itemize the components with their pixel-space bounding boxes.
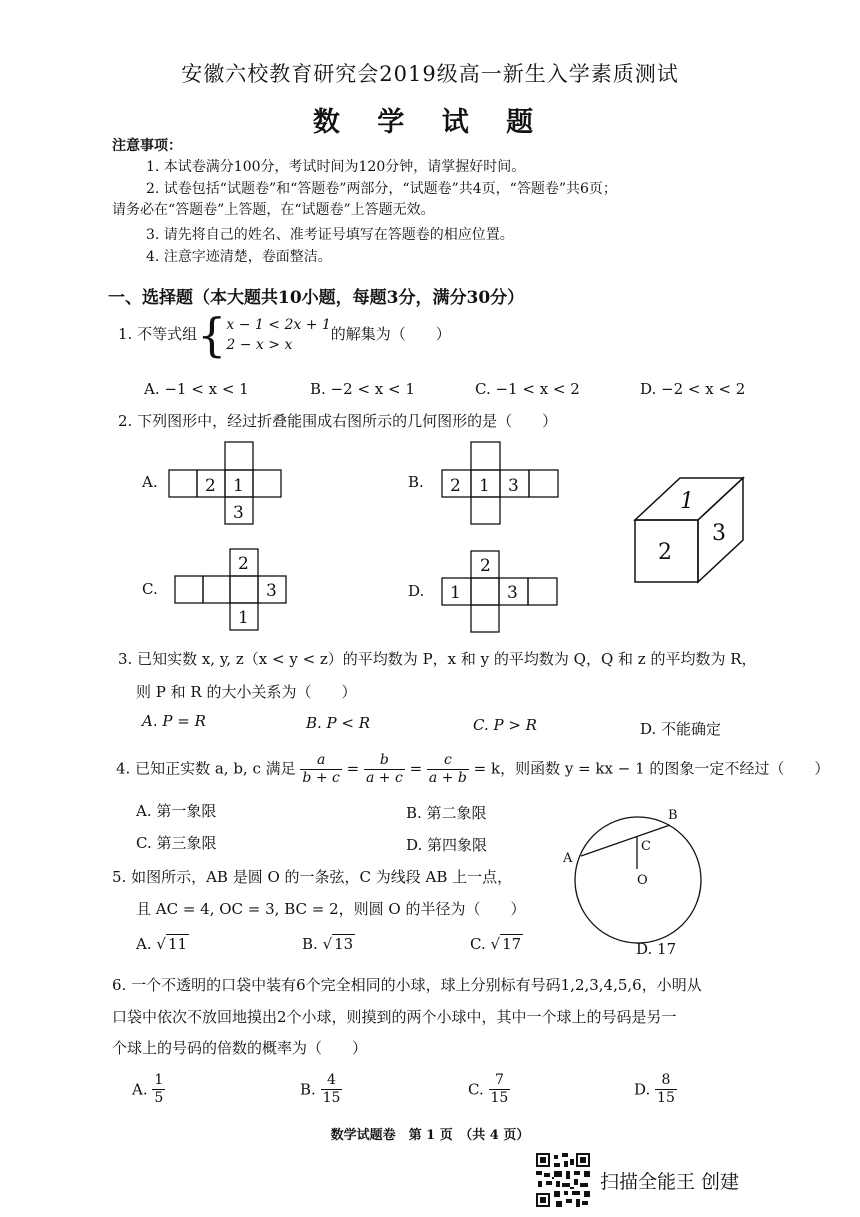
- q5-point-c: C: [641, 839, 651, 854]
- q6-option-b: B. $\frac{4}{15}$: [300, 1072, 341, 1106]
- q2-c-face-1: 1: [238, 608, 249, 628]
- q1-brace: {: [197, 308, 227, 362]
- cube-face-3: 3: [712, 521, 726, 546]
- question-3: 3. 已知实数 x, y, z（x < y < z）的平均数为 P，x 和 y 的平均数为 Q，Q 和 z 的平均数为 R，: [118, 650, 757, 668]
- q3-option-c: C. P > R: [473, 716, 537, 734]
- q5-option-b: B. √ 13: [302, 935, 355, 953]
- q2-label-b: B.: [408, 473, 424, 491]
- note-2-cont: 请务必在“答题卷”上答题，在“试题卷”上答题无效。: [112, 202, 435, 218]
- q2-label-d: D.: [408, 582, 425, 600]
- question-5-cont: 且 AC = 4, OC = 3, BC = 2，则圆 O 的半径为（ ）: [136, 900, 526, 918]
- q2-net-a: [169, 442, 281, 524]
- q2-a-face-3: 3: [233, 503, 244, 523]
- q2-c-face-2: 2: [238, 554, 249, 574]
- q2-b-face-3: 3: [508, 476, 519, 496]
- q5-point-a: A: [563, 851, 573, 866]
- q2-label-a: A.: [142, 473, 158, 491]
- cube-face-1: 1: [680, 489, 694, 514]
- q2-c-face-3: 3: [266, 581, 277, 601]
- notes-heading: 注意事项：: [112, 138, 182, 154]
- q2-a-face-2: 2: [205, 476, 216, 496]
- q1-option-b: B. −2 < x < 1: [310, 380, 415, 398]
- q4-frac-2: $\frac{b}{a + c}$: [365, 752, 403, 786]
- q2-d-face-1: 1: [450, 583, 461, 603]
- q1-ineq-1: x − 1 < 2x + 1: [226, 317, 331, 333]
- q4-frac-3: $\frac{c}{a + b}$: [428, 752, 467, 786]
- q6-option-d: D. $\frac{8}{15}$: [634, 1072, 675, 1106]
- scanner-watermark: 扫描全能王 创建: [600, 1171, 740, 1193]
- qr-code-icon: [536, 1153, 590, 1207]
- q1-prefix: 1. 不等式组: [118, 325, 198, 343]
- exam-school-title: 安徽六校教育研究会2019级高一新生入学素质测试: [181, 62, 679, 86]
- q4-option-d: D. 第四象限: [406, 836, 488, 854]
- q4-option-b: B. 第二象限: [406, 804, 487, 822]
- note-4: 4. 注意字迹清楚，卷面整洁。: [146, 249, 332, 265]
- question-6-cont-1: 口袋中依次不放回地摸出2个小球，则摸到的两个小球中，其中一个球上的号码是另一: [112, 1008, 677, 1026]
- q4-frac-1: $\frac{a}{b + c}$: [302, 752, 340, 786]
- q2-label-c: C.: [142, 580, 158, 598]
- q3-option-b: B. P < R: [306, 714, 371, 732]
- page-footer: 数学试题卷 第 1 页 （共 4 页）: [330, 1128, 530, 1143]
- q6-option-a: A. $\frac{1}{5}$: [132, 1072, 164, 1106]
- q2-b-face-2: 2: [450, 476, 461, 496]
- cube-face-2: 2: [658, 540, 672, 565]
- question-4: 4. 已知正实数 a, b, c 满足 $\frac{a}{b + c}$ = $\frac{b}{a + c}$ = $\frac{c}{a + b}$ = k，则函数 y = kx − 1 的图象一定不经过（ ）: [116, 752, 830, 786]
- note-3: 3. 请先将自己的姓名、准考证号填写在答题卷的相应位置。: [146, 227, 514, 243]
- q4-suffix: = k，则函数 y = kx − 1 的图象一定不经过（ ）: [473, 759, 830, 778]
- q2-d-face-2: 2: [480, 556, 491, 576]
- q5-option-d: D. 17: [636, 940, 677, 958]
- q5-point-b: B: [668, 808, 678, 823]
- q4-prefix: 4. 已知正实数 a, b, c 满足: [116, 759, 296, 778]
- q4-option-a: A. 第一象限: [136, 802, 217, 820]
- q6-option-c: C. $\frac{7}{15}$: [468, 1072, 509, 1106]
- question-6-cont-2: 个球上的号码的倍数的概率为（ ）: [112, 1039, 368, 1057]
- q4-option-c: C. 第三象限: [136, 834, 217, 852]
- q1-suffix: 的解集为（ ）: [330, 325, 451, 343]
- q3-option-d: D. 不能确定: [640, 720, 722, 738]
- question-2: 2. 下列图形中，经过折叠能围成右图所示的几何图形的是（ ）: [118, 412, 558, 430]
- page-title: 数 学 试 题: [312, 107, 548, 138]
- q2-a-face-1: 1: [233, 476, 244, 496]
- q5-option-c: C. √ 17: [470, 935, 523, 953]
- q2-d-face-3: 3: [507, 583, 518, 603]
- question-6: 6. 一个不透明的口袋中装有6个完全相同的小球，球上分别标有号码1,2,3,4,5,6，小明从: [112, 976, 702, 994]
- q2-b-face-1: 1: [479, 476, 490, 496]
- section-title: 一、选择题（本大题共10小题，每题3分，满分30分）: [108, 288, 525, 308]
- note-1: 1. 本试卷满分100分，考试时间为120分钟，请掌握好时间。: [146, 159, 526, 175]
- q1-option-c: C. −1 < x < 2: [475, 380, 580, 398]
- q3-option-a: A. P = R: [142, 712, 206, 730]
- q1-option-a: A. −1 < x < 1: [144, 380, 249, 398]
- question-5: 5. 如图所示，AB 是圆 O 的一条弦，C 为线段 AB 上一点，: [112, 868, 513, 886]
- question-3-cont: 则 P 和 R 的大小关系为（ ）: [136, 683, 357, 701]
- q5-point-o: O: [637, 873, 648, 888]
- q5-option-a: A. √ 11: [136, 935, 189, 953]
- q1-ineq-2: 2 − x > x: [226, 337, 293, 353]
- q1-option-d: D. −2 < x < 2: [640, 380, 746, 398]
- note-2: 2. 试卷包括“试题卷”和“答题卷”两部分，“试题卷”共4页，“答题卷”共6页；: [146, 181, 617, 197]
